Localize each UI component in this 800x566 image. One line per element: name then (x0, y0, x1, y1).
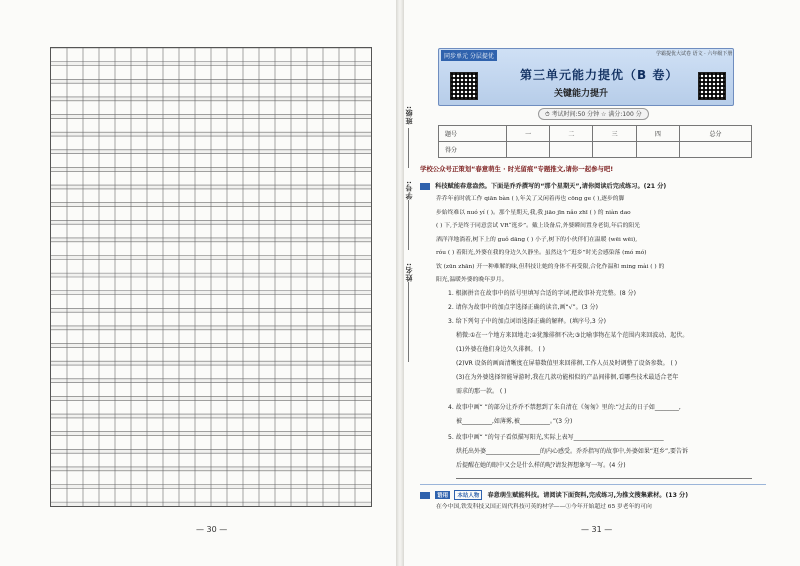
story-line: 乔乔年前时就工作 qiān bàn ( ),年关了又闲着再也 cōng ge ( ),逐步的脚 (436, 196, 625, 202)
qr-code-right (698, 72, 726, 100)
page-title: 第三单元能力提优（B 卷） (520, 68, 679, 82)
score-table-header-row (439, 126, 752, 142)
question-4-cont: 被__________,如薄雾,被__________。”(3 分) (456, 418, 573, 425)
story-line: róu ( ) 着阳光,外婆在我的身边久久静坐。虽然这个“逛乡”时光会感染落 (mó mó) (436, 250, 647, 256)
score-header-cell: 二 (550, 126, 593, 142)
section-1-heading (420, 181, 666, 190)
score-header-cell: 四 (636, 126, 679, 142)
question-5: 5. 故事中画“ ”的句子看似描写阳光,实际上表写______________________________ (448, 434, 664, 441)
score-header-cell: 三 (593, 126, 636, 142)
score-cell[interactable] (636, 142, 679, 158)
question-3-item-1: (1)外婆在他们身边久久徘徊。 ( ) (456, 346, 545, 353)
question-3-item-2: (2)VR 设备的画面清晰度在屏幕数值里来回徘徊,工作人员及时调整了设备参数。 ( ) (456, 360, 678, 367)
score-cell[interactable] (550, 142, 593, 158)
composition-grid-lines (51, 48, 371, 506)
score-cell[interactable] (679, 142, 751, 158)
page-number-right: — 31 — (581, 525, 613, 534)
composition-grid (50, 47, 372, 507)
score-row-label: 得分 (439, 142, 507, 158)
score-table (438, 125, 752, 158)
name-label: 姓名: (405, 262, 413, 282)
score-header-cell: 一 (507, 126, 550, 142)
question-3: 3. 给下列句子中的加点词语选择正确的解释。(填序号,3 分) (448, 318, 606, 325)
id-label: 学号: (405, 180, 413, 200)
section-marker-icon (420, 492, 430, 499)
story-paragraph (436, 193, 766, 288)
answer-line[interactable] (456, 478, 752, 479)
question-3-definitions: 稍微:①在一个地方来回地走;②犹豫徘徊不决;③比喻事物在某个范围内来回波动、起伏。 (456, 332, 689, 339)
qr-code-left (450, 72, 478, 100)
story-line: 饮 (zūn zhān) 开一种难解的味,但科技让她的身体不再受限,合化作温和 ming mài ( ) 的 (436, 263, 665, 270)
book-series-label: 学霸提优大试卷 语文 · 六年级下册 (656, 51, 733, 57)
score-cell[interactable] (593, 142, 636, 158)
section-2-badge-secondary: 本站人物 (454, 490, 482, 500)
story-line: 阳光,温暖外婆的晚年岁月。 (436, 277, 508, 283)
question-2: 2. 请你为故事中的加点字选择正确的读音,画“√”。(3 分) (448, 304, 598, 311)
exam-meta: ⏱ 考试时间:50 分钟 ☆ 满分:100 分 (538, 108, 649, 120)
score-header-cell: 总分 (679, 126, 751, 142)
section-2-heading-text: 春意萌生赋能科技。请阅读下面资料,完成练习,为推文搜集素材。(13 分) (487, 492, 689, 499)
question-4: 4. 故事中画“ ”的部分让乔乔不禁想到了朱自清在《匆匆》里的:“过去的日子如________, (448, 404, 681, 411)
story-line: ( ) 下,予是终于同意尝试 VR“逛乡”。戴上设备后,外婆瞬间置身老街,年后的阳光 (436, 223, 640, 229)
page-subtitle: 关键能力提升 (554, 89, 609, 99)
section-2-badge: 语用 (437, 493, 449, 499)
question-3-item-3-cont: 需求的那一款。 ( ) (456, 388, 507, 395)
score-cell[interactable] (507, 142, 550, 158)
section-1-heading-text: 科技赋能春意盎然。下面是乔乔撰写的“那个星期天”,请你阅读后完成练习。(21 分) (435, 183, 667, 190)
intro-text: 学校公众号正策划“春意萌生 · 时光留痕”专题推文,请你一起参与吧! (420, 165, 614, 173)
score-header-cell: 题号 (439, 126, 507, 142)
section-2-heading (420, 490, 688, 500)
class-label: 班级: (405, 105, 413, 125)
question-5-cont: 烘托出外婆__________________的内心感受。乔乔指写的故事中,外婆如果“逛乡”,要告诉 (456, 448, 689, 455)
series-tag: 同步单元 分层提优 (441, 50, 497, 61)
score-table-score-row (439, 142, 752, 158)
name-line (408, 282, 409, 362)
book-gutter (396, 0, 404, 566)
question-1: 1. 根据拼音在故事中的括号里填写合适的字词,把故事补充完整。(8 分) (448, 290, 636, 297)
section-divider (420, 484, 766, 485)
section-2-text: 在今中国,铁发科技又国正周代科技可英的材学——①今年开始超过 65 岁老年的可向 (436, 504, 652, 510)
question-3-item-3: (3)在为外婆选择智能导游时,我在几款功能相似的产品间徘徊,看哪些技术最适合老年 (456, 374, 679, 381)
question-5-cont-2: 后提醒在她的眼中又会是什么样的呢?请发挥想象写一写。(4 分) (456, 462, 626, 469)
class-line (408, 128, 409, 168)
page-number-left: — 30 — (196, 525, 228, 534)
story-line: 步始终难以 nuó yí ( )。那个星期天,我,我 jiāo jīn nǎo zhī ( ) 的 niàn dao (436, 209, 631, 216)
id-line (408, 200, 409, 250)
story-line: 洒洋洋地淌着,树下上的 guǒ dāng ( ) 小子,树下的小伙伴们在温暖 (wēi wēi), (436, 236, 638, 243)
section-marker-icon (420, 183, 430, 190)
